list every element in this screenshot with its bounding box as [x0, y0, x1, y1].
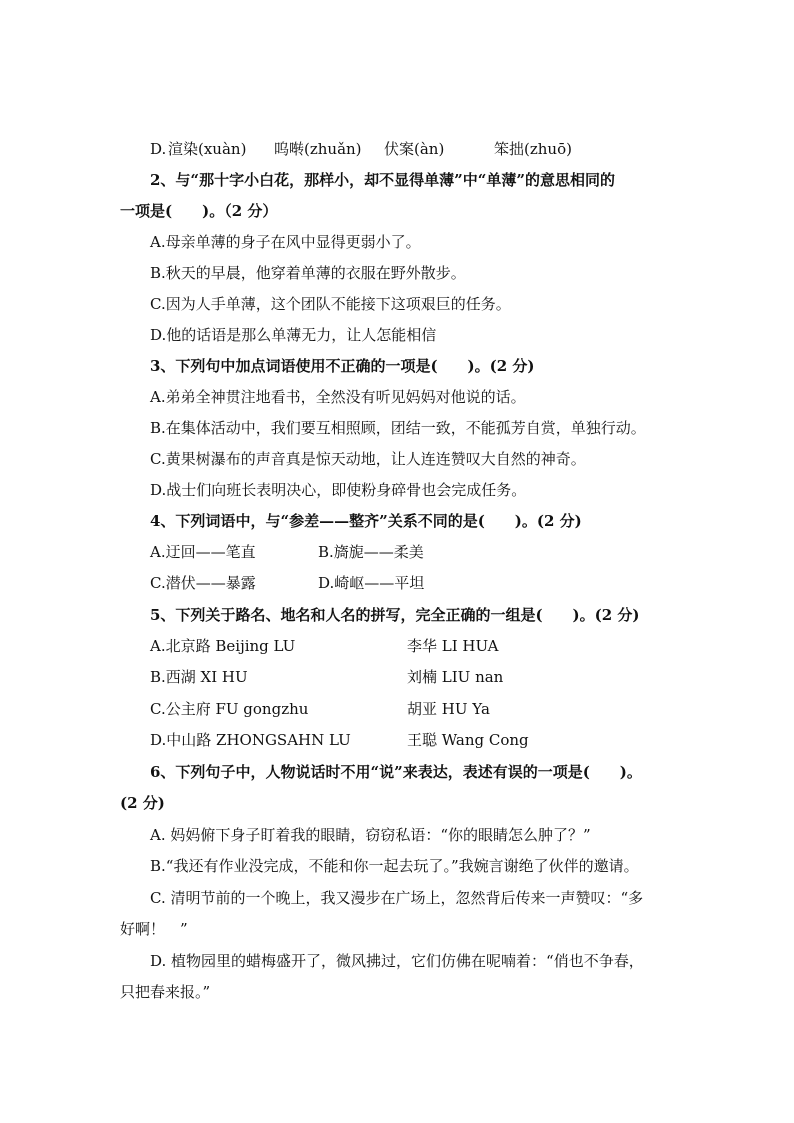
q2-stem-line1: 2、与“那十字小白花，那样小，却不显得单薄”中“单薄”的意思相同的	[150, 171, 615, 189]
q5-option-d-name: 王聪 Wang Cong	[407, 731, 529, 749]
q2-option-b: B.秋天的早晨，他穿着单薄的衣服在野外散步。	[150, 264, 466, 282]
q2-option-c: C.因为人手单薄，这个团队不能接下这项艰巨的任务。	[150, 295, 511, 313]
q1-option-d-label: D.	[150, 140, 167, 158]
q2-option-a: A.母亲单薄的身子在风中显得更弱小了。	[150, 233, 421, 251]
q5-option-d-road: D.中山路 ZHONGSAHN LU	[150, 731, 351, 749]
q5-option-c-road: C.公主府 FU gongzhu	[150, 700, 309, 718]
q6-option-a: A. 妈妈俯下身子盯着我的眼睛，窃窃私语：“你的眼睛怎么肿了？”	[150, 826, 591, 844]
q5-option-b-name: 刘楠 LIU nan	[407, 668, 504, 686]
q4-option-b: B.旖旎——柔美	[318, 543, 424, 561]
q6-stem-line1: 6、下列句子中，人物说话时不用“说”来表达，表述有误的一项是( )。	[150, 763, 642, 781]
q5-stem: 5、下列关于路名、地名和人名的拼写，完全正确的一组是( )。(2 分)	[150, 606, 640, 624]
q6-stem-line2: (2 分)	[120, 794, 165, 812]
q6-option-d-line1: D. 植物园里的蜡梅盛开了，微风拂过，它们仿佛在呢喃着：“俏也不争春，	[150, 952, 644, 970]
q1-option-d-item-4: 笨拙(zhuō)	[494, 140, 572, 158]
q5-option-b-road: B.西湖 XI HU	[150, 668, 248, 686]
q1-option-d-item-1: 渲染(xuàn)	[168, 140, 247, 158]
q3-option-d: D.战士们向班长表明决心，即使粉身碎骨也会完成任务。	[150, 481, 527, 499]
q6-option-c-line2: 好啊！ ”	[120, 920, 188, 938]
q3-stem: 3、下列句中加点词语使用不正确的一项是( )。(2 分)	[150, 357, 535, 375]
q1-option-d-item-3: 伏案(àn)	[384, 140, 445, 158]
q4-option-d: D.崎岖——平坦	[318, 574, 425, 592]
q6-option-d-line2: 只把春来报。”	[120, 983, 211, 1001]
q5-option-a-name: 李华 LI HUA	[407, 637, 499, 655]
q4-option-c: C.潜伏——暴露	[150, 574, 256, 592]
q4-stem: 4、下列词语中，与“参差——整齐”关系不同的是( )。(2 分)	[150, 512, 582, 530]
q2-stem-line2: 一项是( )。（2 分）	[120, 202, 278, 220]
q1-option-d-item-2: 呜啭(zhuǎn)	[274, 140, 362, 158]
q4-option-a: A.迂回——笔直	[150, 543, 256, 561]
q3-option-a: A.弟弟全神贯注地看书，全然没有听见妈妈对他说的话。	[150, 388, 526, 406]
q2-option-d: D.他的话语是那么单薄无力，让人怎能相信	[150, 326, 437, 344]
q5-option-c-name: 胡亚 HU Ya	[407, 700, 490, 718]
q6-option-b: B.“我还有作业没完成，不能和你一起去玩了。”我婉言谢绝了伙伴的邀请。	[150, 857, 639, 875]
q6-option-c-line1: C. 清明节前的一个晚上，我又漫步在广场上，忽然背后传来一声赞叹：“多	[150, 889, 644, 907]
q3-option-c: C.黄果树瀑布的声音真是惊天动地，让人连连赞叹大自然的神奇。	[150, 450, 586, 468]
q3-option-b: B.在集体活动中，我们要互相照顾，团结一致，不能孤芳自赏，单独行动。	[150, 419, 646, 437]
q5-option-a-road: A.北京路 Beijing LU	[150, 637, 296, 655]
